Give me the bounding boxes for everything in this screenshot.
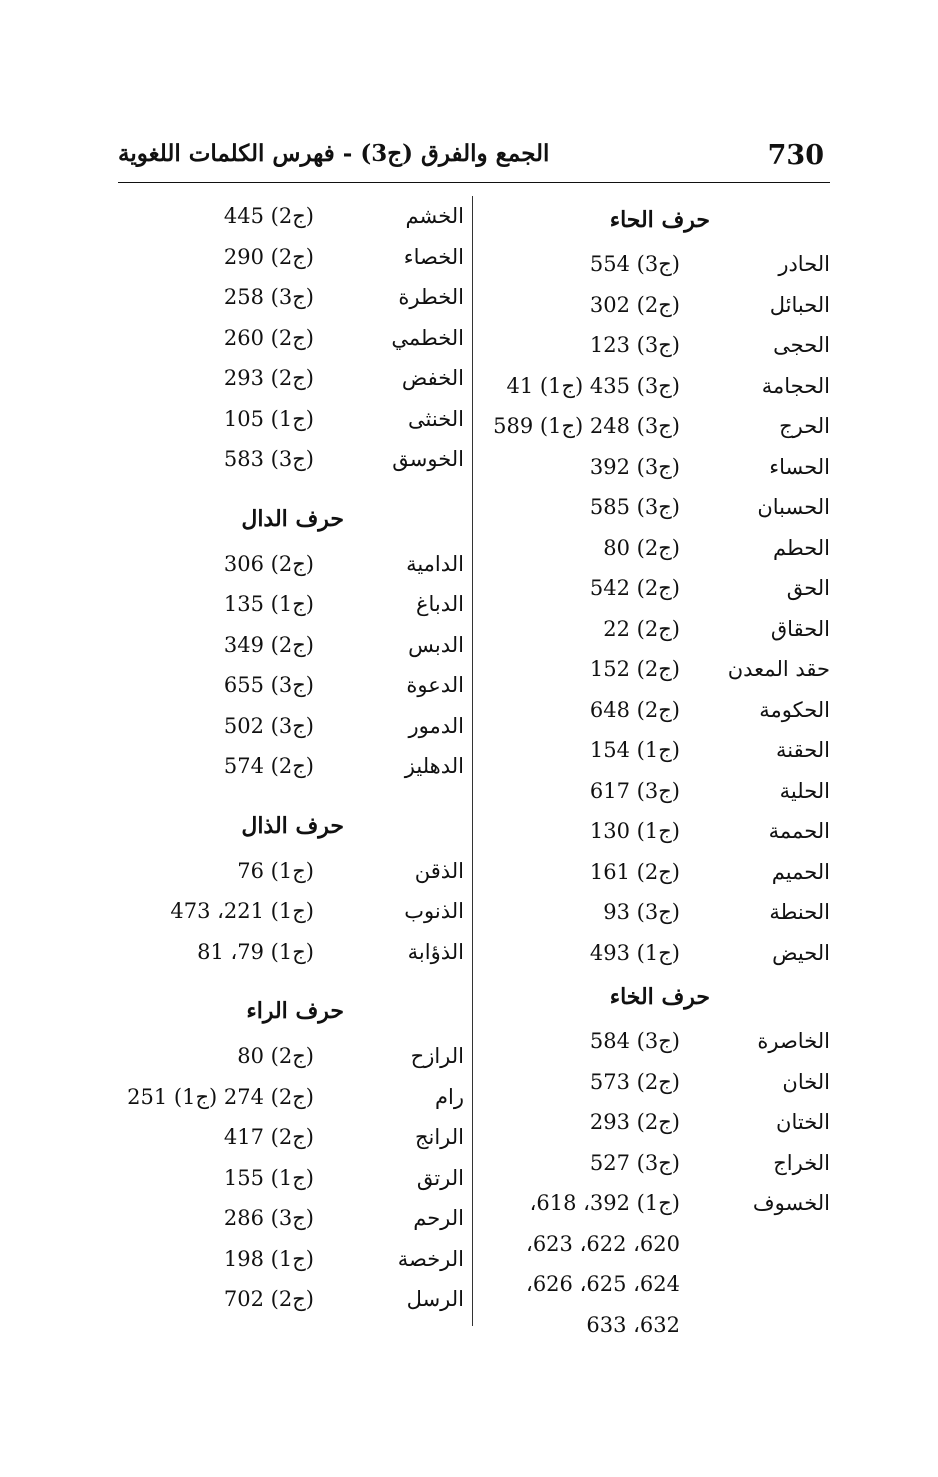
section-heading-row [108, 480, 464, 544]
running-title: الجمع والفرق (ج3) - فهرس الكلمات اللغوية [118, 140, 550, 167]
entry-word: الخراج [773, 1150, 830, 1175]
entry-word: الذقن [414, 858, 464, 883]
entry-reference: (ج1) 493 [589, 940, 680, 965]
entry-reference: (ج3) 585 [589, 495, 680, 519]
entry-reference: (ج2) 80 [603, 535, 680, 560]
index-entry [486, 730, 830, 771]
entry-word: الذؤابة [407, 939, 464, 964]
entry-word: الحجى [773, 333, 830, 357]
entry-word: الخفض [401, 366, 464, 390]
entry-reference: (ج2) 574 [223, 754, 314, 778]
entry-reference: (ج3) 584 [589, 1029, 680, 1053]
entry-reference: (ج1) 221، 473 [170, 899, 314, 923]
entry-word: الدعوة [406, 673, 464, 697]
index-entry [108, 706, 464, 747]
entry-word: الحلية [779, 778, 830, 803]
entry-word: الحق [786, 576, 830, 600]
index-entry [108, 891, 464, 932]
entry-reference: (ج3) 258 [223, 285, 314, 309]
index-entry-continuation [486, 1305, 830, 1346]
entry-reference: (ج2) 648 [589, 697, 680, 722]
entry-reference: (ج2) 260 [223, 325, 314, 350]
index-entry [108, 1117, 464, 1158]
index-entry [108, 1279, 464, 1320]
entry-reference: (ج3) 248 (ج1) 589 [493, 414, 680, 438]
index-column-right [486, 196, 830, 1345]
entry-word: الحنطة [769, 900, 830, 924]
entry-reference: (ج2) 445 [223, 204, 314, 228]
entry-word: الرحم [413, 1206, 464, 1230]
entry-word: رام [435, 1084, 464, 1109]
entry-word: الرسل [406, 1287, 464, 1311]
entry-reference: (ج1) 130 [589, 819, 680, 843]
index-entry [486, 406, 830, 447]
index-entry [486, 285, 830, 326]
entry-word: الحادر [778, 252, 830, 276]
entry-word: حقد المعدن [727, 657, 830, 681]
index-entry [108, 318, 464, 359]
entry-word: الحقاق [770, 616, 830, 641]
entry-reference: (ج2) 22 [603, 616, 680, 641]
index-entry [108, 625, 464, 666]
entry-reference: (ج3) 93 [603, 900, 680, 924]
index-entry [108, 851, 464, 892]
section-heading-dhal: حرف الذال [241, 812, 344, 839]
page-header [118, 138, 828, 184]
section-heading-kha: حرف الخاء [609, 984, 710, 1010]
index-entry [486, 1143, 830, 1184]
entry-word: الحبائل [769, 292, 830, 317]
index-entry [108, 932, 464, 973]
index-entry [486, 325, 830, 366]
index-entry [108, 1198, 464, 1239]
index-entry [486, 649, 830, 690]
entry-word: الخطرة [398, 285, 464, 309]
index-entry [486, 487, 830, 528]
entry-reference: (ج2) 306 [223, 551, 314, 576]
entry-word: الحطم [773, 535, 830, 560]
entry-word: الدبس [408, 632, 464, 657]
entry-reference: (ج2) 349 [223, 632, 314, 657]
index-entry [486, 447, 830, 488]
index-entry [108, 1077, 464, 1118]
entry-reference: (ج3) 286 [223, 1206, 314, 1230]
entry-reference: (ج1) 135 [223, 592, 314, 616]
index-entry [108, 399, 464, 440]
index-entry [486, 528, 830, 569]
index-entry [486, 690, 830, 731]
entry-reference: (ج3) 123 [589, 333, 680, 357]
entry-reference: (ج1) 154 [589, 738, 680, 762]
section-heading-ra: حرف الراء [246, 998, 344, 1024]
entry-reference: (ج2) 274 (ج1) 251 [127, 1084, 314, 1109]
entry-word: الدامية [406, 551, 464, 576]
entry-word: الدهليز [404, 754, 464, 778]
entry-word: الحساء [769, 454, 830, 479]
section-heading-dal: حرف الدال [241, 505, 344, 532]
entry-word: الدمور [408, 713, 464, 738]
index-entry [486, 892, 830, 933]
column-divider [472, 196, 473, 1326]
entry-word: الحممة [768, 819, 830, 843]
entry-reference: (ج1) 392، 618، [529, 1191, 680, 1215]
index-entry [108, 439, 464, 480]
entry-word: الحسبان [757, 495, 830, 519]
entry-reference: (ج2) 573 [589, 1069, 680, 1094]
entry-reference: (ج3) 617 [589, 778, 680, 803]
index-entry [486, 811, 830, 852]
entry-word: الخسوف [752, 1191, 830, 1215]
section-heading-row [108, 972, 464, 1036]
index-column-left [108, 196, 464, 1320]
index-entry [108, 196, 464, 237]
entry-word: الرانج [414, 1125, 464, 1149]
entry-reference: (ج3) 435 (ج1) 41 [506, 373, 680, 398]
entry-word: الخشم [405, 204, 464, 228]
entry-word: الرازح [410, 1044, 464, 1068]
ha-entries [486, 244, 830, 973]
entry-word: الحجامة [761, 373, 830, 398]
entry-word: الخان [782, 1069, 830, 1094]
section-heading-row [108, 787, 464, 851]
entry-reference: (ج2) 293 [223, 366, 314, 390]
entry-word: الرخصة [397, 1246, 464, 1271]
entry-word: الخصاء [403, 244, 464, 269]
entry-word: الحيض [772, 940, 830, 965]
index-entry [486, 852, 830, 893]
entry-reference: (ج1) 198 [223, 1246, 314, 1271]
index-entry [108, 584, 464, 625]
dhal-entries [108, 851, 464, 973]
index-entry [108, 665, 464, 706]
index-entry [486, 366, 830, 407]
entry-word: الحكومة [759, 697, 830, 722]
entry-reference: (ج3) 554 [589, 252, 680, 276]
entry-reference: (ج2) 80 [237, 1044, 314, 1068]
entry-reference: (ج3) 583 [223, 447, 314, 471]
page-number: 730 [767, 140, 824, 171]
index-entry [108, 358, 464, 399]
entry-word: الرتق [416, 1165, 464, 1190]
index-entry [108, 544, 464, 585]
entry-ref-continuation: 620، 622، 623، [526, 1231, 680, 1256]
section-heading-row [486, 196, 830, 244]
entry-reference: (ج3) 392 [589, 454, 680, 479]
kha-entries [486, 1021, 830, 1224]
entry-reference: (ج1) 76 [237, 858, 314, 883]
entry-reference: (ج2) 293 [589, 1110, 680, 1134]
entry-reference: (ج2) 152 [589, 657, 680, 681]
index-entry [108, 237, 464, 278]
entry-word: الخطمي [391, 325, 464, 350]
entry-word: الخوسق [392, 447, 464, 471]
section-heading-row [486, 973, 830, 1021]
section-heading-ha: حرف الحاء [609, 207, 710, 233]
index-entry [108, 1158, 464, 1199]
dal-entries [108, 544, 464, 787]
entry-reference: (ج2) 290 [223, 244, 314, 269]
entry-reference: (ج1) 105 [223, 406, 314, 431]
index-entry [486, 771, 830, 812]
index-entry [486, 609, 830, 650]
entry-reference: (ج3) 655 [223, 673, 314, 697]
index-entry [486, 1102, 830, 1143]
kha-continued-entries [108, 196, 464, 480]
index-entry [108, 746, 464, 787]
index-entry [486, 933, 830, 974]
header-rule [118, 182, 830, 183]
entry-word: الخنثى [408, 406, 464, 431]
index-entry [108, 1036, 464, 1077]
entry-reference: (ج3) 527 [589, 1150, 680, 1175]
ra-entries [108, 1036, 464, 1320]
entry-word: الحقنة [775, 738, 830, 762]
entry-reference: (ج2) 417 [223, 1125, 314, 1149]
entry-word: الختان [776, 1110, 830, 1134]
entry-reference: (ج1) 155 [223, 1165, 314, 1190]
entry-ref-continuation: 632، 633 [586, 1312, 680, 1337]
index-entry-continuation [486, 1264, 830, 1305]
entry-reference: (ج3) 502 [223, 713, 314, 738]
index-entry [108, 277, 464, 318]
index-entry [486, 244, 830, 285]
index-entry [486, 1062, 830, 1103]
entry-word: الخاصرة [757, 1029, 830, 1053]
entry-word: الحرج [779, 414, 830, 438]
index-entry [486, 568, 830, 609]
entry-ref-continuation: 624، 625، 626، [526, 1272, 680, 1296]
entry-reference: (ج2) 302 [589, 292, 680, 317]
index-entry [108, 1239, 464, 1280]
entry-word: الذنوب [404, 899, 464, 923]
entry-reference: (ج1) 79، 81 [197, 939, 314, 964]
entry-reference: (ج2) 702 [223, 1287, 314, 1311]
entry-reference: (ج2) 542 [589, 576, 680, 600]
entry-word: الحميم [771, 859, 830, 884]
index-entry-continuation [486, 1224, 830, 1265]
entry-word: الدباغ [415, 592, 464, 616]
index-entry [486, 1183, 830, 1224]
index-entry [486, 1021, 830, 1062]
entry-reference: (ج2) 161 [589, 859, 680, 884]
